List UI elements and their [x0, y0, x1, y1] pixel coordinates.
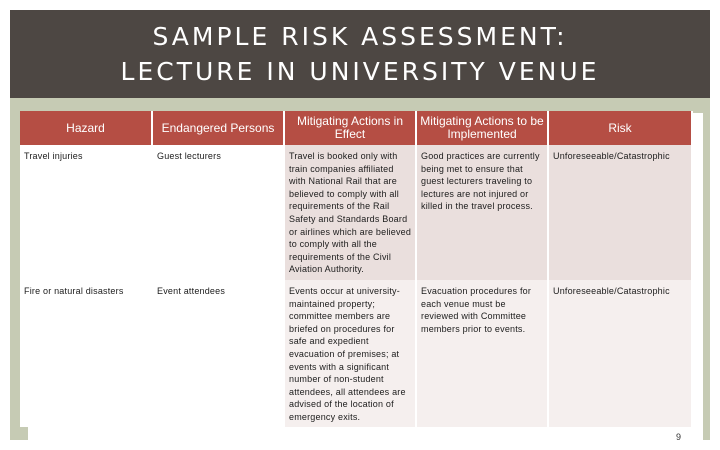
table-header-row — [20, 111, 692, 145]
title-banner — [10, 10, 710, 98]
header-mitigating-to-implement: Mitigating Actions to be Implemented — [416, 111, 548, 145]
cell-endangered-persons: Guest lecturers — [152, 145, 284, 280]
cell-risk: Unforeseeable/Catastrophic — [548, 280, 692, 428]
cell-endangered-persons: Event attendees — [152, 280, 284, 428]
cell-mitigating-in-effect: Travel is booked only with train companies affiliated with National Rail that are believed to comply with all requirements of the Rail Safety and Standards Board or airlines which are believed to comply with all the requirements of the Civil Aviation Authority. — [284, 145, 416, 280]
slide-title-line-1: SAMPLE RISK ASSESSMENT: — [152, 22, 568, 51]
cell-hazard: Travel injuries — [20, 145, 152, 280]
table-row — [20, 280, 692, 428]
header-endangered-persons: Endangered Persons — [152, 111, 284, 145]
header-mitigating-in-effect: Mitigating Actions in Effect — [284, 111, 416, 145]
slide-title-line-2: LECTURE IN UNIVERSITY VENUE — [120, 57, 600, 86]
table-row — [20, 145, 692, 280]
cell-mitigating-to-implement: Good practices are currently being met to ensure that guest lecturers traveling to lectures are not injured or killed in the travel process. — [416, 145, 548, 280]
header-risk: Risk — [548, 111, 692, 145]
header-hazard: Hazard — [20, 111, 152, 145]
cell-mitigating-to-implement: Evacuation procedures for each venue must be reviewed with Committee members prior to events. — [416, 280, 548, 428]
cell-risk: Unforeseeable/Catastrophic — [548, 145, 692, 280]
page-number: 9 — [676, 432, 682, 442]
cell-mitigating-in-effect: Events occur at university-maintained property; committee members are briefed on procedures for safe and expedient evacuation of premises; at events with a significant number of non-student attendees, all attendees are advised of the location of emergency exits. — [284, 280, 416, 428]
cell-hazard: Fire or natural disasters — [20, 280, 152, 428]
risk-assessment-table — [20, 111, 693, 427]
